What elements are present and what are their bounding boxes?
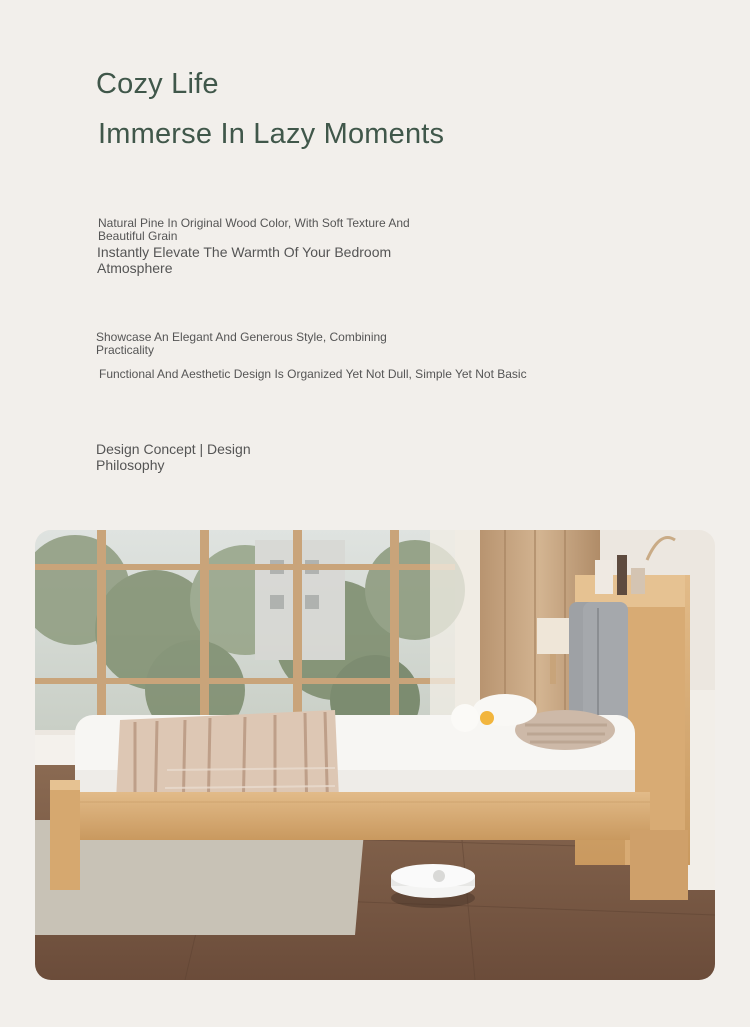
elegant-style-text: Showcase An Elegant And Generous Style, Combining Practicality [96, 330, 387, 357]
design-concept-text: Design Concept | Design Philosophy [96, 441, 251, 473]
bed-product-photo [35, 530, 715, 980]
wooden-bed-illustration [35, 530, 715, 980]
hero-title: Cozy Life [96, 68, 219, 100]
elevate-warmth-text: Instantly Elevate The Warmth Of Your Bedroom Atmosphere [97, 244, 392, 276]
natural-pine-text: Natural Pine In Original Wood Color, With Soft Texture And Beautiful Grain [98, 216, 410, 243]
functional-aesthetic-text: Functional And Aesthetic Design Is Organized Yet Not Dull, Simple Yet Not Basic [99, 367, 527, 381]
hero-subtitle: Immerse In Lazy Moments [98, 118, 445, 150]
